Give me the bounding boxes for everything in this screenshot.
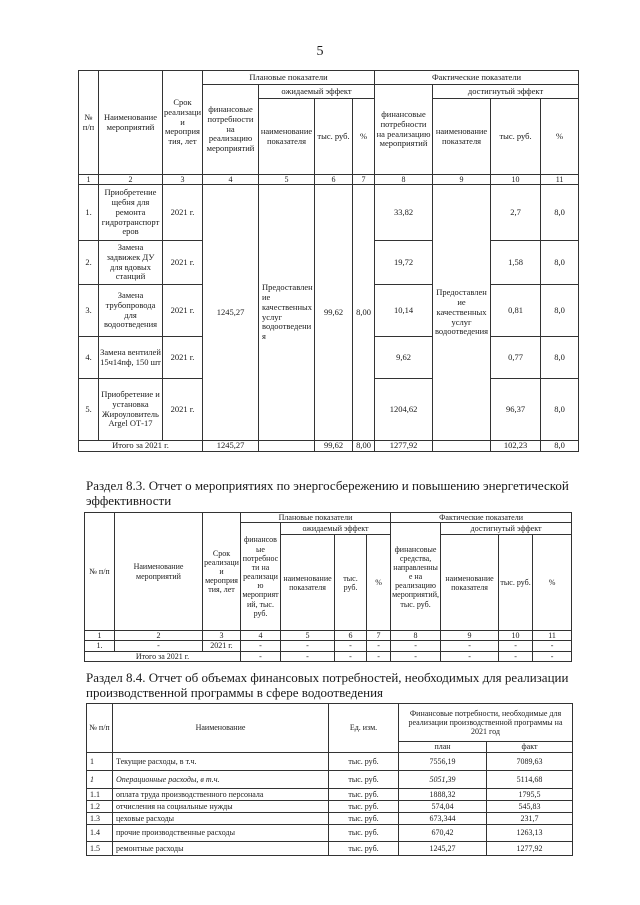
total-cell: - [533,651,572,661]
header-plan: Плановые показатели [241,513,391,523]
row-name: Текущие расходы, в т.ч. [113,753,329,771]
row-name: - [115,641,203,651]
total-cell: - [441,651,499,661]
row-plan: 1245,27 [399,842,487,856]
header-name: Наименование мероприятий [115,513,203,631]
header-fact: Фактические показатели [391,513,572,523]
index-cell: 8 [391,631,441,641]
row-name: цеховые расходы [113,813,329,825]
header-num: № п/п [79,71,99,175]
header-fact: Фактические показатели [375,71,579,85]
row-cell: - [533,641,572,651]
row-num: 1.5 [87,842,113,856]
row-fact-pct: 8,0 [541,285,579,337]
row-fact-pct: 8,0 [541,337,579,379]
row-fact-rub: 1,58 [491,241,541,285]
index-cell: 7 [367,631,391,641]
index-cell: 5 [259,175,315,185]
row-plan: 574,04 [399,801,487,813]
header-eff-pct: % [353,99,375,175]
row-fact-pct: 8,0 [541,241,579,285]
row-plan: 1888,32 [399,789,487,801]
header-fact-pct: % [541,99,579,175]
row-name: Замена задвижек ДУ для вдовых станций [99,241,163,285]
table-row [87,813,573,825]
page-number: 5 [316,44,324,59]
index-cell: 6 [315,175,353,185]
row-num: 4. [79,337,99,379]
row-fact-fin: 10,14 [375,285,433,337]
row-num: 1.2 [87,801,113,813]
row-fact: 1277,92 [487,842,573,856]
header-fact-eff: достигнутый эффект [433,85,579,99]
row-num: 2. [79,241,99,285]
row-num: 1 [87,753,113,771]
row-unit: тыс. руб. [329,825,399,842]
row-term: 2021 г. [163,337,203,379]
measures-report-table [78,70,579,452]
index-cell: 9 [433,175,491,185]
total-fact-pct: 8,0 [541,441,579,452]
plan-eff-rub-merged: 99,62 [315,185,353,441]
index-cell: 3 [163,175,203,185]
header-term: Срок реализации мероприятия, лет [203,513,241,631]
row-plan: 5051,39 [399,771,487,789]
row-plan: 7556,19 [399,753,487,771]
header-eff-pct: % [367,535,391,631]
total-cell: - [281,651,335,661]
index-cell: 10 [491,175,541,185]
header-term: Срок реализации мероприятия, лет [163,71,203,175]
row-fact-pct: 8,0 [541,379,579,441]
row-fact-fin: 1204,62 [375,379,433,441]
header-plan-fin: финансовые потребности на реализацию мероприятий, тыс. руб. [241,523,281,631]
row-name: ремонтные расходы [113,842,329,856]
table-row [87,771,573,789]
total-cell: - [391,651,441,661]
index-cell: 11 [533,631,572,641]
header-plan: Плановые показатели [203,71,375,85]
header-fact: факт [487,742,573,753]
header-eff-name: наименование показателя [259,99,315,175]
header-plan-eff: ожидаемый эффект [281,523,391,535]
table-row [87,825,573,842]
index-cell: 8 [375,175,433,185]
index-cell: 10 [499,631,533,641]
row-cell: - [441,641,499,651]
row-fact: 1263,13 [487,825,573,842]
plan-eff-name-merged: Предоставление качественных услуг водоотведения [259,185,315,441]
header-fact-fin: финансовые потребности на реализацию мероприятий [375,85,433,175]
header-fact-fin: финансовые средства, направленные на реализацию мероприятий, тыс. руб. [391,523,441,631]
header-fact-name: наименование показателя [433,99,491,175]
index-cell: 7 [353,175,375,185]
table-row [87,801,573,813]
index-cell: 5 [281,631,335,641]
row-fact-rub: 96,37 [491,379,541,441]
row-term: 2021 г. [163,379,203,441]
index-cell: 9 [441,631,499,641]
row-name: Приобретение и установка Жироуловитель Argel ОТ-17 [99,379,163,441]
fact-eff-name-merged: Предоставление качественных услуг водоотведения [433,185,491,441]
total-cell: - [367,651,391,661]
row-cell: - [241,641,281,651]
row-plan: 673,344 [399,813,487,825]
header-plan-eff: ожидаемый эффект [259,85,375,99]
row-num: 5. [79,379,99,441]
total-cell: - [241,651,281,661]
row-num: 1.4 [87,825,113,842]
row-fact: 7089,63 [487,753,573,771]
header-eff-rub: тыс. руб. [335,535,367,631]
table-row [85,641,572,651]
row-fact: 545,83 [487,801,573,813]
row-fact: 5114,68 [487,771,573,789]
row-num: 1.3 [87,813,113,825]
header-unit: Ед. изм. [329,704,399,753]
total-empty [259,441,315,452]
row-term: 2021 г. [163,241,203,285]
row-num: 1. [79,185,99,241]
header-fact-rub: тыс. руб. [491,99,541,175]
total-cell: - [499,651,533,661]
row-name: оплата труда производственного персонала [113,789,329,801]
index-row [79,175,579,185]
row-unit: тыс. руб. [329,753,399,771]
header-fin: Финансовые потребности, необходимые для реализации производственной программы на 2021 год [399,704,573,742]
row-term: 2021 г. [163,285,203,337]
row-plan: 670,42 [399,825,487,842]
index-cell: 4 [203,175,259,185]
total-row [79,441,579,452]
row-unit: тыс. руб. [329,771,399,789]
financial-needs-table [86,703,573,856]
total-label: Итого за 2021 г. [79,441,203,452]
row-name: Приобретение щебня для ремонта гидротранспортеров [99,185,163,241]
total-cell: - [335,651,367,661]
row-unit: тыс. руб. [329,789,399,801]
index-cell: 3 [203,631,241,641]
index-cell: 6 [335,631,367,641]
plan-fin-merged: 1245,27 [203,185,259,441]
total-plan-fin: 1245,27 [203,441,259,452]
header-name: Наименование мероприятий [99,71,163,175]
row-cell: - [281,641,335,651]
row-term: 2021 г. [203,641,241,651]
row-num: 1. [85,641,115,651]
header-num: № п/п [85,513,115,631]
plan-eff-pct-merged: 8,00 [353,185,375,441]
row-term: 2021 г. [163,185,203,241]
section-8-4-heading: Раздел 8.4. Отчет об объемах финансовых потребностей, необходимых для реализации производственной программы в сфере водоотведения [86,670,569,700]
row-cell: - [367,641,391,651]
total-label: Итого за 2021 г. [85,651,241,661]
row-fact-fin: 33,82 [375,185,433,241]
index-cell: 11 [541,175,579,185]
header-fact-name: наименование показателя [441,535,499,631]
energy-saving-table [84,512,572,662]
row-name: прочие производственные расходы [113,825,329,842]
row-num: 1.1 [87,789,113,801]
row-cell: - [391,641,441,651]
header-fact-rub: тыс. руб. [499,535,533,631]
row-cell: - [499,641,533,651]
row-fact-rub: 0,81 [491,285,541,337]
total-fact-rub: 102,23 [491,441,541,452]
index-cell: 4 [241,631,281,641]
row-name: Замена трубопровода для водоотведения [99,285,163,337]
index-row [85,631,572,641]
index-cell: 2 [115,631,203,641]
index-cell: 2 [99,175,163,185]
header-fact-eff: достигнутый эффект [441,523,572,535]
row-fact: 1795,5 [487,789,573,801]
row-num: 3. [79,285,99,337]
header-fact-pct: % [533,535,572,631]
row-cell: - [335,641,367,651]
row-num: 1 [87,771,113,789]
row-name: Операционные расходы, в т.ч. [113,771,329,789]
row-fact-fin: 9,62 [375,337,433,379]
row-fact-rub: 2,7 [491,185,541,241]
table-row [79,185,579,241]
header-plan: план [399,742,487,753]
row-name: отчисления на социальные нужды [113,801,329,813]
total-row [85,651,572,661]
total-empty [433,441,491,452]
header-name: Наименование [113,704,329,753]
row-name: Замена вентилей 15ч14пф, 150 шт [99,337,163,379]
table-row [87,789,573,801]
index-cell: 1 [85,631,115,641]
section-8-3-heading: Раздел 8.3. Отчет о мероприятиях по энергосбережению и повышению энергетической эффективности [86,478,569,508]
row-unit: тыс. руб. [329,801,399,813]
index-cell: 1 [79,175,99,185]
row-unit: тыс. руб. [329,813,399,825]
total-plan-pct: 8,00 [353,441,375,452]
row-fact: 231,7 [487,813,573,825]
row-unit: тыс. руб. [329,842,399,856]
header-eff-name: наименование показателя [281,535,335,631]
table-row [87,842,573,856]
header-num: № п/п [87,704,113,753]
row-fact-pct: 8,0 [541,185,579,241]
total-fact-fin: 1277,92 [375,441,433,452]
table-row [87,753,573,771]
row-fact-fin: 19,72 [375,241,433,285]
header-plan-fin: финансовые потребности на реализацию мероприятий [203,85,259,175]
total-plan-rub: 99,62 [315,441,353,452]
row-fact-rub: 0,77 [491,337,541,379]
header-eff-rub: тыс. руб. [315,99,353,175]
